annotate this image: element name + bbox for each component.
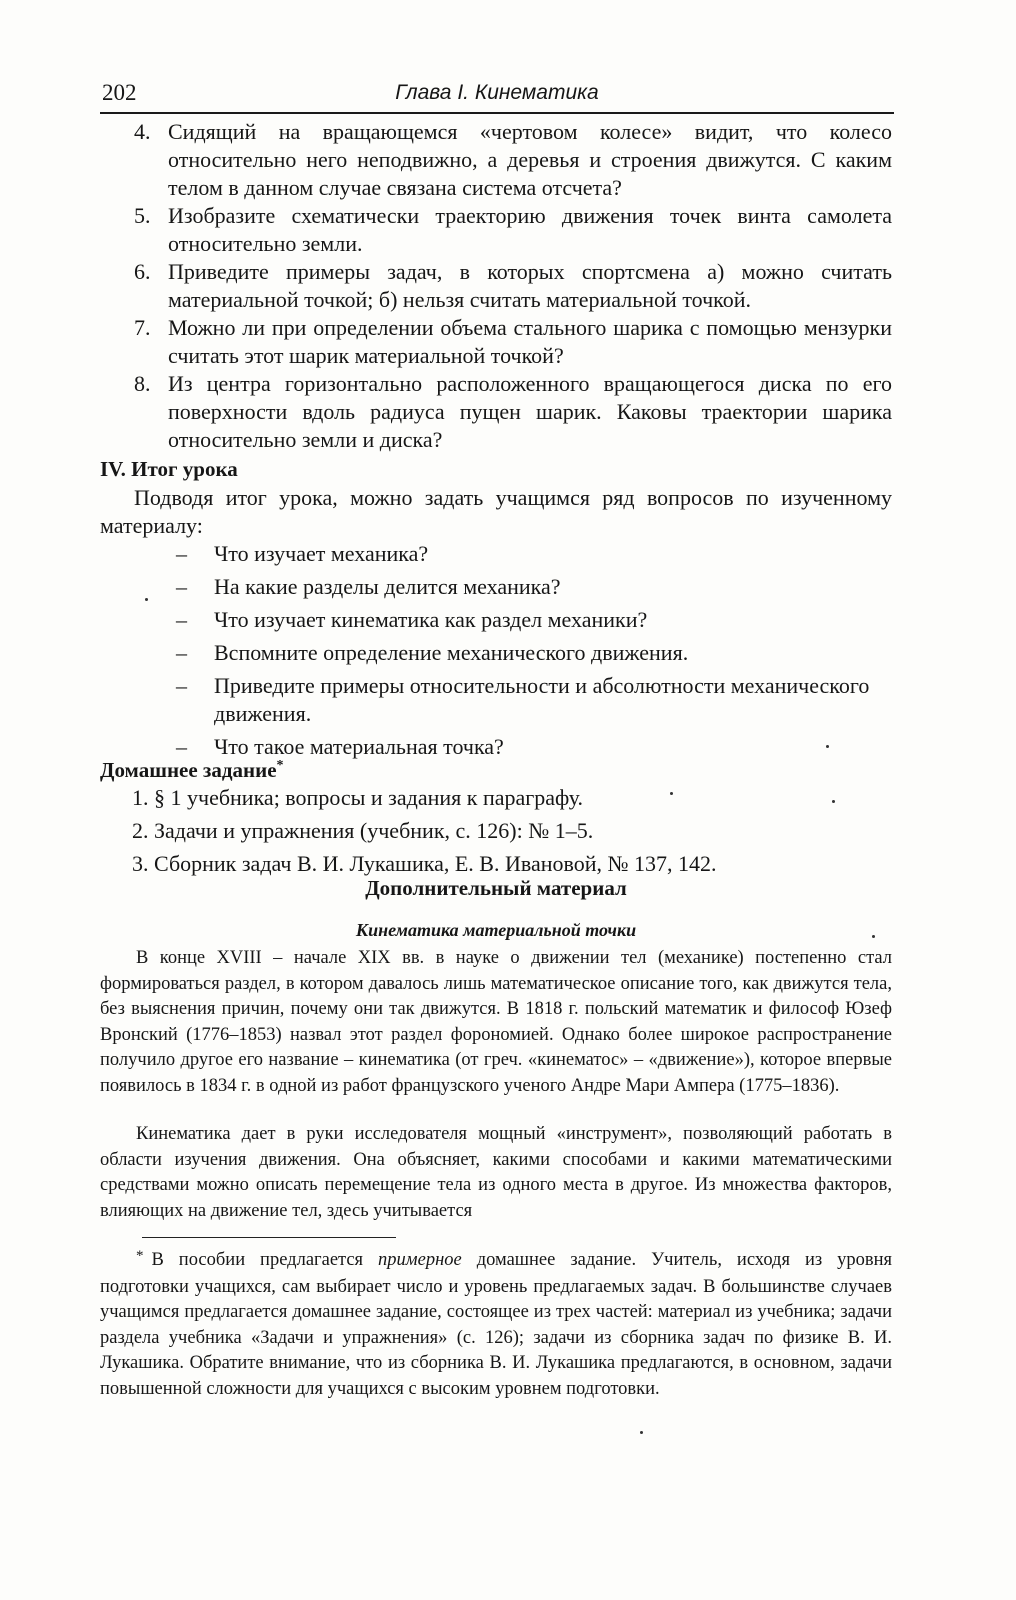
review-questions-list: [100, 118, 892, 454]
question-number: 4.: [134, 119, 151, 144]
summary-heading: IV. Итог урока: [100, 457, 238, 481]
question-number: 5.: [134, 203, 151, 228]
homework-footnote-marker: *: [276, 758, 284, 773]
question-text: Изобразите схематически траекторию движения точек винта самолета относительно земли.: [168, 203, 892, 256]
summary-question-text: Что изучает кинематика как раздел механики?: [214, 607, 648, 632]
dash-marker: –: [176, 541, 187, 566]
scan-speck: [640, 1431, 643, 1434]
question-text: Приведите примеры задач, в которых спортсмена а) можно считать материальной точкой; б) нельзя считать материальной точкой.: [168, 259, 892, 312]
question-text: Можно ли при определении объема стального шарика с помощью мензурки считать этот шарик материальной точкой?: [168, 315, 892, 368]
supplement-subtitle: Кинематика материальной точки: [355, 920, 637, 940]
supplement-title: Дополнительный материал: [365, 876, 627, 900]
scan-speck: [832, 800, 835, 803]
dash-marker: –: [176, 640, 187, 665]
summary-question-text: Что такое материальная точка?: [214, 734, 504, 759]
dash-marker: –: [176, 673, 187, 698]
summary-question: [100, 540, 892, 568]
homework-item: 3. Сборник задач В. И. Лукашика, Е. В. Ивановой, № 137, 142.: [132, 851, 717, 876]
summary-question: [100, 639, 892, 667]
homework-list: [100, 784, 892, 883]
dash-marker: –: [176, 734, 187, 759]
scan-speck: [872, 935, 875, 938]
summary-question-text: Приведите примеры относительности и абсолютности механического движения.: [214, 673, 870, 726]
homework-heading: [100, 752, 284, 784]
question-number: 7.: [134, 315, 151, 340]
summary-question: [100, 672, 892, 728]
summary-question-text: Что изучает механика?: [214, 541, 429, 566]
footnote-text-start: В пособии предлагается: [151, 1250, 364, 1270]
footnote-marker: *: [136, 1248, 144, 1264]
footnote-divider: [142, 1237, 396, 1238]
summary-question-text: На какие разделы делится механика?: [214, 574, 561, 599]
summary-question: [100, 573, 892, 601]
footnote-emphasis: примерное: [378, 1250, 462, 1270]
summary-question: [100, 606, 892, 634]
question-item: [100, 202, 892, 258]
summary-questions-list: [100, 540, 892, 766]
question-item: [100, 314, 892, 370]
question-item: [100, 118, 892, 202]
summary-intro: Подводя итог урока, можно задать учащимся ряд вопросов по изученному материалу:: [100, 485, 892, 538]
question-text: Из центра горизонтально расположенного вращающегося диска по его поверхности вдоль радиуса пущен шарик. Каковы траектории шарика относительно земли и диска?: [168, 371, 892, 452]
question-text: Сидящий на вращающемся «чертовом колесе» видит, что колесо относительно него неподвижно, а деревья и строения движутся. С каким телом в данном случае связана система отсчета?: [168, 119, 892, 200]
page-number: 202: [102, 80, 137, 105]
dash-marker: –: [176, 607, 187, 632]
dash-marker: –: [176, 574, 187, 599]
running-title: Глава I. Кинематика: [395, 81, 599, 104]
scan-speck: [670, 792, 673, 795]
scan-speck: [826, 745, 829, 748]
scan-speck: [145, 598, 148, 601]
summary-question-text: Вспомните определение механического движения.: [214, 640, 689, 665]
homework-item: 2. Задачи и упражнения (учебник, с. 126): № 1–5.: [132, 818, 594, 843]
question-number: 8.: [134, 371, 151, 396]
question-number: 6.: [134, 259, 151, 284]
footnote-text-rest: домашнее задание. Учитель, исходя из уровня подготовки учащихся, сам выбирает число и уровень предлагаемых задач. В большинстве случаев учащимся предлагается домашнее задание, состоящее из трех частей: материал из учебника; задачи раздела учебника «Задачи и упражнения» (с. 126); задачи из сборника задач по физике В. И. Лукашика. Обратите внимание, что из сборника В. И. Лукашика предлагаются, в основном, задачи повышенной сложности для учащихся с высоким уровнем подготовки.: [100, 1250, 893, 1399]
question-item: [100, 370, 892, 454]
supplement-paragraph-2: Кинематика дает в руки исследователя мощный «инструмент», позволяющий работать в области изучения движения. Она объясняет, какими способами и какими математическими средствами можно описать перемещение тела из одного места в другое. Из множества факторов, влияющих на движение тел, здесь учитывается: [100, 1124, 892, 1221]
page-header: [100, 78, 894, 114]
homework-heading-text: Домашнее задание: [100, 758, 277, 782]
homework-item: 1. § 1 учебника; вопросы и задания к параграфу.: [132, 785, 584, 810]
question-item: [100, 258, 892, 314]
supplement-paragraph-1: В конце XVIII – начале XIX вв. в науке о движении тел (механике) постепенно стал формироваться раздел, в котором давалось лишь математическое описание того, как движутся тела, без выяснения причин, почему они так движутся. В 1818 г. польский математик и философ Юзеф Вронский (1776–1853) назвал этот раздел форономией. Однако более широкое распространение получило другое его название – кинематика (от греч. «кинематос» – «движение»), которое впервые появилось в 1834 г. в одной из работ французского ученого Андре Мари Ампера (1775–1836).: [100, 948, 892, 1096]
footnote: [100, 1248, 892, 1402]
